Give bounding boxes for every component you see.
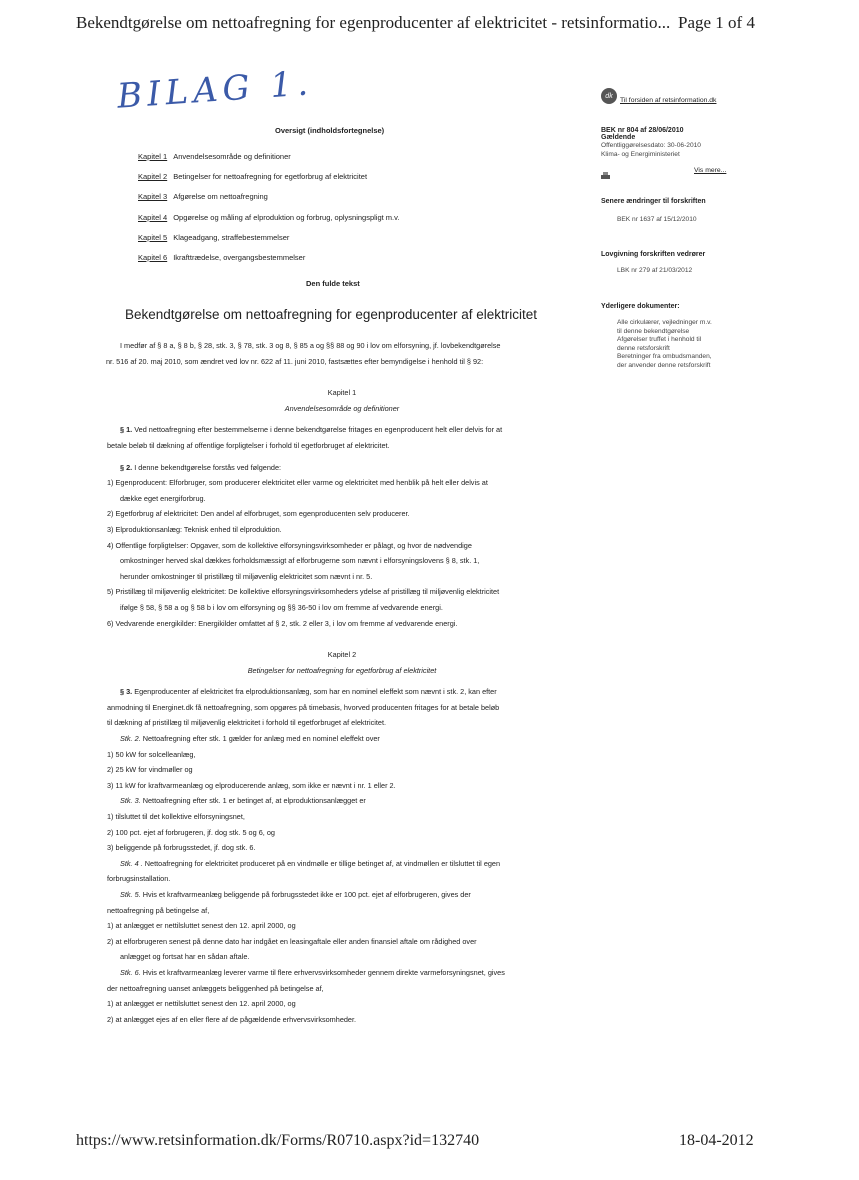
stk-text: der nettoafregning uanset anlæggets beliggenhed på betingelse af, xyxy=(107,983,324,993)
document-info xyxy=(601,127,701,159)
list-item: 1) at anlægget er nettilsluttet senest den 12. april 2000, og xyxy=(107,921,296,931)
definition-item: dække eget energiforbrug. xyxy=(120,493,206,503)
stk-text: Nettoafregning for elektricitet produceret på en vindmølle er tillige betinget af, at vindmøllen er tilsluttet til egen xyxy=(144,858,501,868)
bek-number: BEK nr 804 af 28/06/2010 xyxy=(601,127,684,134)
toc-item-text: Ikrafttrædelse, overgangsbestemmelser xyxy=(173,252,306,262)
changes-heading: Senere ændringer til forskriften xyxy=(601,198,706,205)
retsinformation-logo-icon: dk xyxy=(601,88,617,104)
print-footer-url: https://www.retsinformation.dk/Forms/R0710.aspx?id=132740 xyxy=(76,1132,480,1149)
toc-item xyxy=(138,167,399,187)
toc-item-text: Opgørelse og måling af elproduktion og forbrug, oplysningspligt m.v. xyxy=(173,212,400,222)
docs-line[interactable]: til denne bekendtgørelse xyxy=(617,327,690,335)
docs-line[interactable]: Afgørelser truffet i henhold til xyxy=(617,336,702,343)
law-item[interactable]: LBK nr 279 af 21/03/2012 xyxy=(617,267,693,274)
docs-list xyxy=(617,319,712,370)
list-item: 2) 100 pct. ejet af forbrugeren, jf. dog stk. 5 og 6, og xyxy=(107,827,275,837)
list-item: 3) beliggende på forbrugsstedet, jf. dog stk. 6. xyxy=(107,843,256,853)
document-title: Bekendtgørelse om nettoafregning for egenproducenter af elektricitet xyxy=(125,307,537,322)
home-link-area[interactable] xyxy=(601,88,716,104)
toc-item xyxy=(138,187,399,207)
definition-item: herunder omkostninger til pristillæg til miljøvenlig elektricitet som nævnt i nr. 5. xyxy=(120,571,373,581)
handwritten-annotation: BILAG 1. xyxy=(115,63,315,117)
list-item: anlægget og fortsat har en sådan aftale. xyxy=(120,952,250,962)
chapter-1-title: Anvendelsesområde og definitioner xyxy=(284,403,400,413)
stk-label: Stk. 6. xyxy=(120,967,141,977)
preamble-line: I medfør af § 8 a, § 8 b, § 28, stk. 3, § 78, stk. 3 og 8, § 85 a og §§ 88 og 90 i lov om elforsyning, jf. lovbekendtgørelse xyxy=(120,341,501,350)
paragraph-text: til dækning af pristillæg til miljøvenlig elektricitet i forhold til egetforbruget af elektricitet. xyxy=(107,718,387,728)
docs-line[interactable]: Alle cirkulærer, vejledninger m.v. xyxy=(617,319,712,326)
stk-text: Hvis et kraftvarmeanlæg leverer varme til flere erhvervsvirksomheder gennem direkte varmeforsyningsnet, gives xyxy=(142,967,505,977)
toc-item xyxy=(138,228,399,248)
toc-item-text: Klageadgang, straffebestemmelser xyxy=(173,232,290,242)
ministry: Klima- og Energiministeriet xyxy=(601,151,680,158)
toc-item-text: Afgørelse om nettoafregning xyxy=(173,192,268,202)
list-item: 1) tilsluttet til det kollektive elforsyningsnet, xyxy=(107,812,245,822)
stk-text: nettoafregning på betingelse af, xyxy=(107,905,210,915)
list-item: 2) at elforbrugeren senest på denne dato har indgået en leasingaftale eller anden finansiel aftale om rådighed over xyxy=(107,936,477,946)
list-item: 3) 11 kW for kraftvarmeanlæg og elproducerende anlæg, som ikke er nævnt i nr. 1 eller 2. xyxy=(107,780,396,790)
list-item: 2) 25 kW for vindmøller og xyxy=(107,765,193,775)
stk-text: Hvis et kraftvarmeanlæg beliggende på forbrugsstedet ikke er 100 pct. ejet af elforbrugeren, gives der xyxy=(142,890,471,899)
print-header-page: Page 1 of 4 xyxy=(678,13,755,32)
publication-date: Offentliggørelsesdato: 30-06-2010 xyxy=(601,142,701,149)
toc-item-text: Anvendelsesområde og definitioner xyxy=(173,152,291,161)
toc-item-text: Betingelser for nettoafregning for egetforbrug af elektricitet xyxy=(173,172,368,182)
list-item: 1) 50 kW for solcelleanlæg, xyxy=(107,749,196,759)
law-heading: Lovgivning forskriften vedrører xyxy=(601,251,706,258)
stk-label: Stk. 3. xyxy=(120,796,141,806)
docs-line[interactable]: der anvender denne retsforskrift xyxy=(617,361,711,369)
list-item: 2) at anlægget ejes af en eller flere af de pågældende erhvervsvirksomheder. xyxy=(107,1014,357,1024)
toc-link-kapitel-1[interactable]: Kapitel 1 xyxy=(138,152,168,161)
chapter-2-heading: Kapitel 2 xyxy=(327,650,357,660)
docs-line[interactable]: denne retsforskrift xyxy=(617,344,670,352)
chapter-2-title: Betingelser for nettoafregning for egetforbrug af elektricitet xyxy=(247,665,437,675)
print-footer-date: 18-04-2012 xyxy=(679,1132,754,1149)
paragraph-label: § 1. xyxy=(120,425,133,435)
toc-link-kapitel-3[interactable]: Kapitel 3 xyxy=(138,192,168,202)
paragraph-text: I denne bekendtgørelse forstås ved følgende: xyxy=(134,462,282,472)
docs-heading: Yderligere dokumenter: xyxy=(601,303,680,310)
print-icon[interactable] xyxy=(601,167,609,174)
list-item: 1) at anlægget er nettilsluttet senest den 12. april 2000, og xyxy=(107,999,296,1009)
definition-item: 3) Elproduktionsanlæg: Teknisk enhed til elproduktion. xyxy=(107,524,282,534)
definition-item: 4) Offentlige forpligtelser: Opgaver, som de kollektive elforsyningsvirksomheder er pålagt, og hvor de nødvendige xyxy=(107,540,472,550)
toc-item xyxy=(138,208,399,228)
toc-item xyxy=(138,248,399,268)
home-link[interactable]: Til forsiden af retsinformation.dk xyxy=(620,97,717,104)
stk-text: forbrugsinstallation. xyxy=(107,874,171,884)
full-text-heading: Den fulde tekst xyxy=(306,279,360,288)
toc-list xyxy=(138,147,399,268)
paragraph-text: anmodning til Energinet.dk få nettoafregning, som opgøres på timebasis, hvorved producenten fritages for at betale beløb xyxy=(107,702,500,712)
chapter-1-heading: Kapitel 1 xyxy=(327,388,357,398)
definition-item: 1) Egenproducent: Elforbruger, som producerer elektricitet eller varme og elektricitet med henblik på helt eller delvis at xyxy=(107,478,488,488)
changes-item[interactable]: BEK nr 1637 af 15/12/2010 xyxy=(617,216,697,223)
preamble-line: nr. 516 af 20. maj 2010, som ændret ved lov nr. 622 af 11. juni 2010, fastsættes efter bemyndigelse i henhold til § 92: xyxy=(106,356,484,366)
definition-item: 6) Vedvarende energikilder: Energikilder omfattet af § 2, stk. 2 eller 3, i lov om fremme af vedvarende energi. xyxy=(107,618,458,628)
definition-item: 5) Pristillæg til miljøvenlig elektricitet: De kollektive elforsyningsvirksomheders ydelse af pristillæg til miljøvenlig elektricitet xyxy=(107,587,500,597)
stk-label: Stk. 5. xyxy=(120,890,141,899)
document-body xyxy=(107,338,577,1027)
stk-text: Nettoafregning efter stk. 1 gælder for anlæg med en nominel eleffekt over xyxy=(142,734,380,744)
stk-text: Nettoafregning efter stk. 1 er betinget af, at elproduktionsanlægget er xyxy=(142,796,366,806)
toc-item xyxy=(138,147,399,167)
status-badge: Gældende xyxy=(601,134,636,141)
stk-label: Stk. 2. xyxy=(120,734,141,744)
definition-item: 2) Egetforbrug af elektricitet: Den andel af elforbruget, som egenproducenten selv producerer. xyxy=(107,509,410,519)
toc-link-kapitel-6[interactable]: Kapitel 6 xyxy=(138,252,168,262)
definition-item: ifølge § 58, § 58 a og § 58 b i lov om elforsyning og §§ 36-50 i lov om fremme af vedvarende energi. xyxy=(120,602,443,612)
paragraph-text: Egenproducenter af elektricitet fra elproduktionsanlæg, som har en nominel eleffekt som nævnt i stk. 2, kan efter xyxy=(134,687,497,697)
paragraph-label: § 3. xyxy=(120,687,133,697)
paragraph-text: Ved nettoafregning efter bestemmelserne i denne bekendtgørelse fritages en egenproducent helt eller delvis for at xyxy=(134,425,503,435)
toc-link-kapitel-4[interactable]: Kapitel 4 xyxy=(138,212,168,222)
docs-line[interactable]: Beretninger fra ombudsmanden, xyxy=(617,353,712,360)
toc-heading: Oversigt (indholdsfortegnelse) xyxy=(275,126,385,135)
print-header-title: Bekendtgørelse om nettoafregning for egenproducenter af elektricitet - retsinformatio... xyxy=(76,13,671,32)
stk-label: Stk. 4 . xyxy=(120,858,143,868)
definition-item: omkostninger herved skal dækkes forholdsmæssigt af elforbrugerne som nævnt i elforsyningslovens § 8, stk. 1, xyxy=(120,556,480,566)
toc-link-kapitel-5[interactable]: Kapitel 5 xyxy=(138,232,168,242)
toc-link-kapitel-2[interactable]: Kapitel 2 xyxy=(138,172,168,182)
paragraph-label: § 2. xyxy=(120,462,133,472)
show-more-link[interactable]: Vis mere... xyxy=(694,167,727,174)
paragraph-text: betale beløb til dækning af offentlige forpligtelser i forhold til egetforbruget af elektricitet. xyxy=(107,440,390,450)
